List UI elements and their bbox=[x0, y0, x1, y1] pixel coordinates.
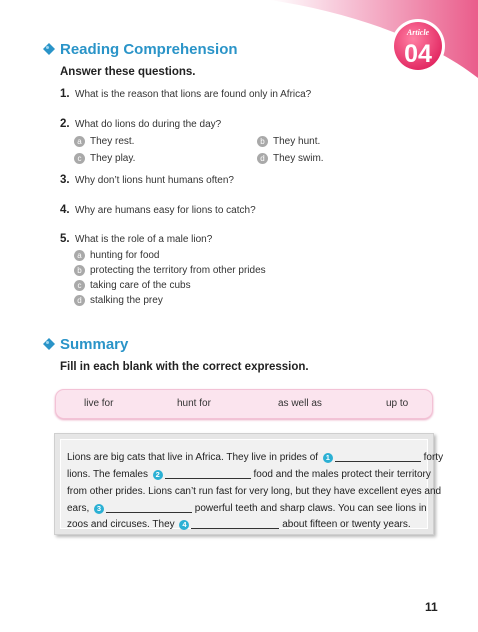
summary-text: lions. The females bbox=[67, 469, 148, 480]
blank-number-badge: 3 bbox=[94, 504, 104, 514]
question-5-text: What is the role of a male lion? bbox=[75, 234, 213, 245]
reading-instruction: Answer these questions. bbox=[60, 66, 196, 78]
option-letter-badge: d bbox=[74, 295, 85, 306]
article-number: 04 bbox=[404, 40, 432, 68]
option-text: They rest. bbox=[90, 136, 135, 147]
question-5-option-a[interactable] bbox=[74, 250, 160, 261]
question-2-option-d[interactable] bbox=[257, 153, 324, 164]
option-letter-badge: a bbox=[74, 250, 85, 261]
reading-comprehension-title: Reading Comprehension bbox=[60, 41, 238, 58]
option-letter-badge: d bbox=[257, 153, 268, 164]
summary-text: ears, bbox=[67, 503, 90, 514]
question-5-option-b[interactable] bbox=[74, 265, 266, 276]
option-text: hunting for food bbox=[90, 250, 160, 261]
blank-3-input[interactable] bbox=[106, 511, 192, 513]
question-4-number: 4. bbox=[60, 204, 70, 216]
summary-line-4 bbox=[67, 503, 427, 514]
summary-text: powerful teeth and sharp claws. You can see lions in bbox=[194, 503, 427, 514]
blank-4-input[interactable] bbox=[191, 527, 279, 529]
summary-line-5 bbox=[67, 519, 411, 530]
word-bank bbox=[55, 389, 433, 419]
option-text: protecting the territory from other prides bbox=[90, 265, 266, 276]
blank-1-input[interactable] bbox=[335, 460, 421, 462]
question-5-number: 5. bbox=[60, 233, 70, 245]
question-2-number: 2. bbox=[60, 118, 70, 130]
option-text: They play. bbox=[90, 153, 136, 164]
summary-line-3: from other prides. Lions can’t run fast for very long, but they have excellent eyes and bbox=[67, 486, 442, 497]
option-text: taking care of the cubs bbox=[90, 280, 191, 291]
option-text: They hunt. bbox=[273, 136, 321, 147]
summary-text: about fifteen or twenty years. bbox=[282, 519, 411, 530]
summary-line-2 bbox=[67, 469, 431, 480]
summary-line-1 bbox=[67, 452, 443, 463]
option-letter-badge: c bbox=[74, 153, 85, 164]
question-5-option-d[interactable] bbox=[74, 295, 163, 306]
question-1-number: 1. bbox=[60, 88, 70, 100]
option-text: They swim. bbox=[273, 153, 324, 164]
question-5-option-c[interactable] bbox=[74, 280, 191, 291]
summary-text: food and the males protect their territory bbox=[253, 469, 431, 480]
question-3-text: Why don’t lions hunt humans often? bbox=[75, 175, 234, 186]
section-bullet-icon bbox=[43, 338, 55, 350]
option-letter-badge: b bbox=[257, 136, 268, 147]
blank-2-input[interactable] bbox=[165, 477, 251, 479]
option-letter-badge: b bbox=[74, 265, 85, 276]
blank-number-badge: 1 bbox=[323, 453, 333, 463]
question-2-option-c[interactable] bbox=[74, 153, 135, 164]
blank-number-badge: 2 bbox=[153, 470, 163, 480]
summary-text: forty bbox=[423, 452, 444, 463]
option-letter-badge: a bbox=[74, 136, 85, 147]
option-letter-badge: c bbox=[74, 280, 85, 291]
question-1-text: What is the reason that lions are found only in Africa? bbox=[75, 89, 312, 100]
summary-instruction: Fill in each blank with the correct expression. bbox=[60, 361, 309, 373]
question-3-number: 3. bbox=[60, 174, 70, 186]
word-bank-item[interactable]: as well as bbox=[278, 398, 322, 409]
word-bank-item[interactable]: live for bbox=[84, 398, 114, 409]
article-label: Article bbox=[406, 28, 430, 37]
summary-title: Summary bbox=[60, 336, 129, 353]
question-2-option-b[interactable] bbox=[257, 136, 320, 147]
section-bullet-icon bbox=[43, 43, 55, 55]
summary-text: zoos and circuses. They bbox=[67, 519, 175, 530]
blank-number-badge: 4 bbox=[179, 520, 189, 530]
word-bank-item[interactable]: hunt for bbox=[177, 398, 211, 409]
question-4-text: Why are humans easy for lions to catch? bbox=[75, 205, 256, 216]
question-2-option-a[interactable] bbox=[74, 136, 134, 147]
question-2-text: What do lions do during the day? bbox=[75, 119, 222, 130]
page-number: 11 bbox=[425, 600, 438, 614]
summary-text: Lions are big cats that live in Africa. They live in prides of bbox=[67, 452, 319, 463]
summary-passage-box bbox=[54, 433, 444, 535]
option-text: stalking the prey bbox=[90, 295, 163, 306]
word-bank-item[interactable]: up to bbox=[386, 398, 409, 409]
